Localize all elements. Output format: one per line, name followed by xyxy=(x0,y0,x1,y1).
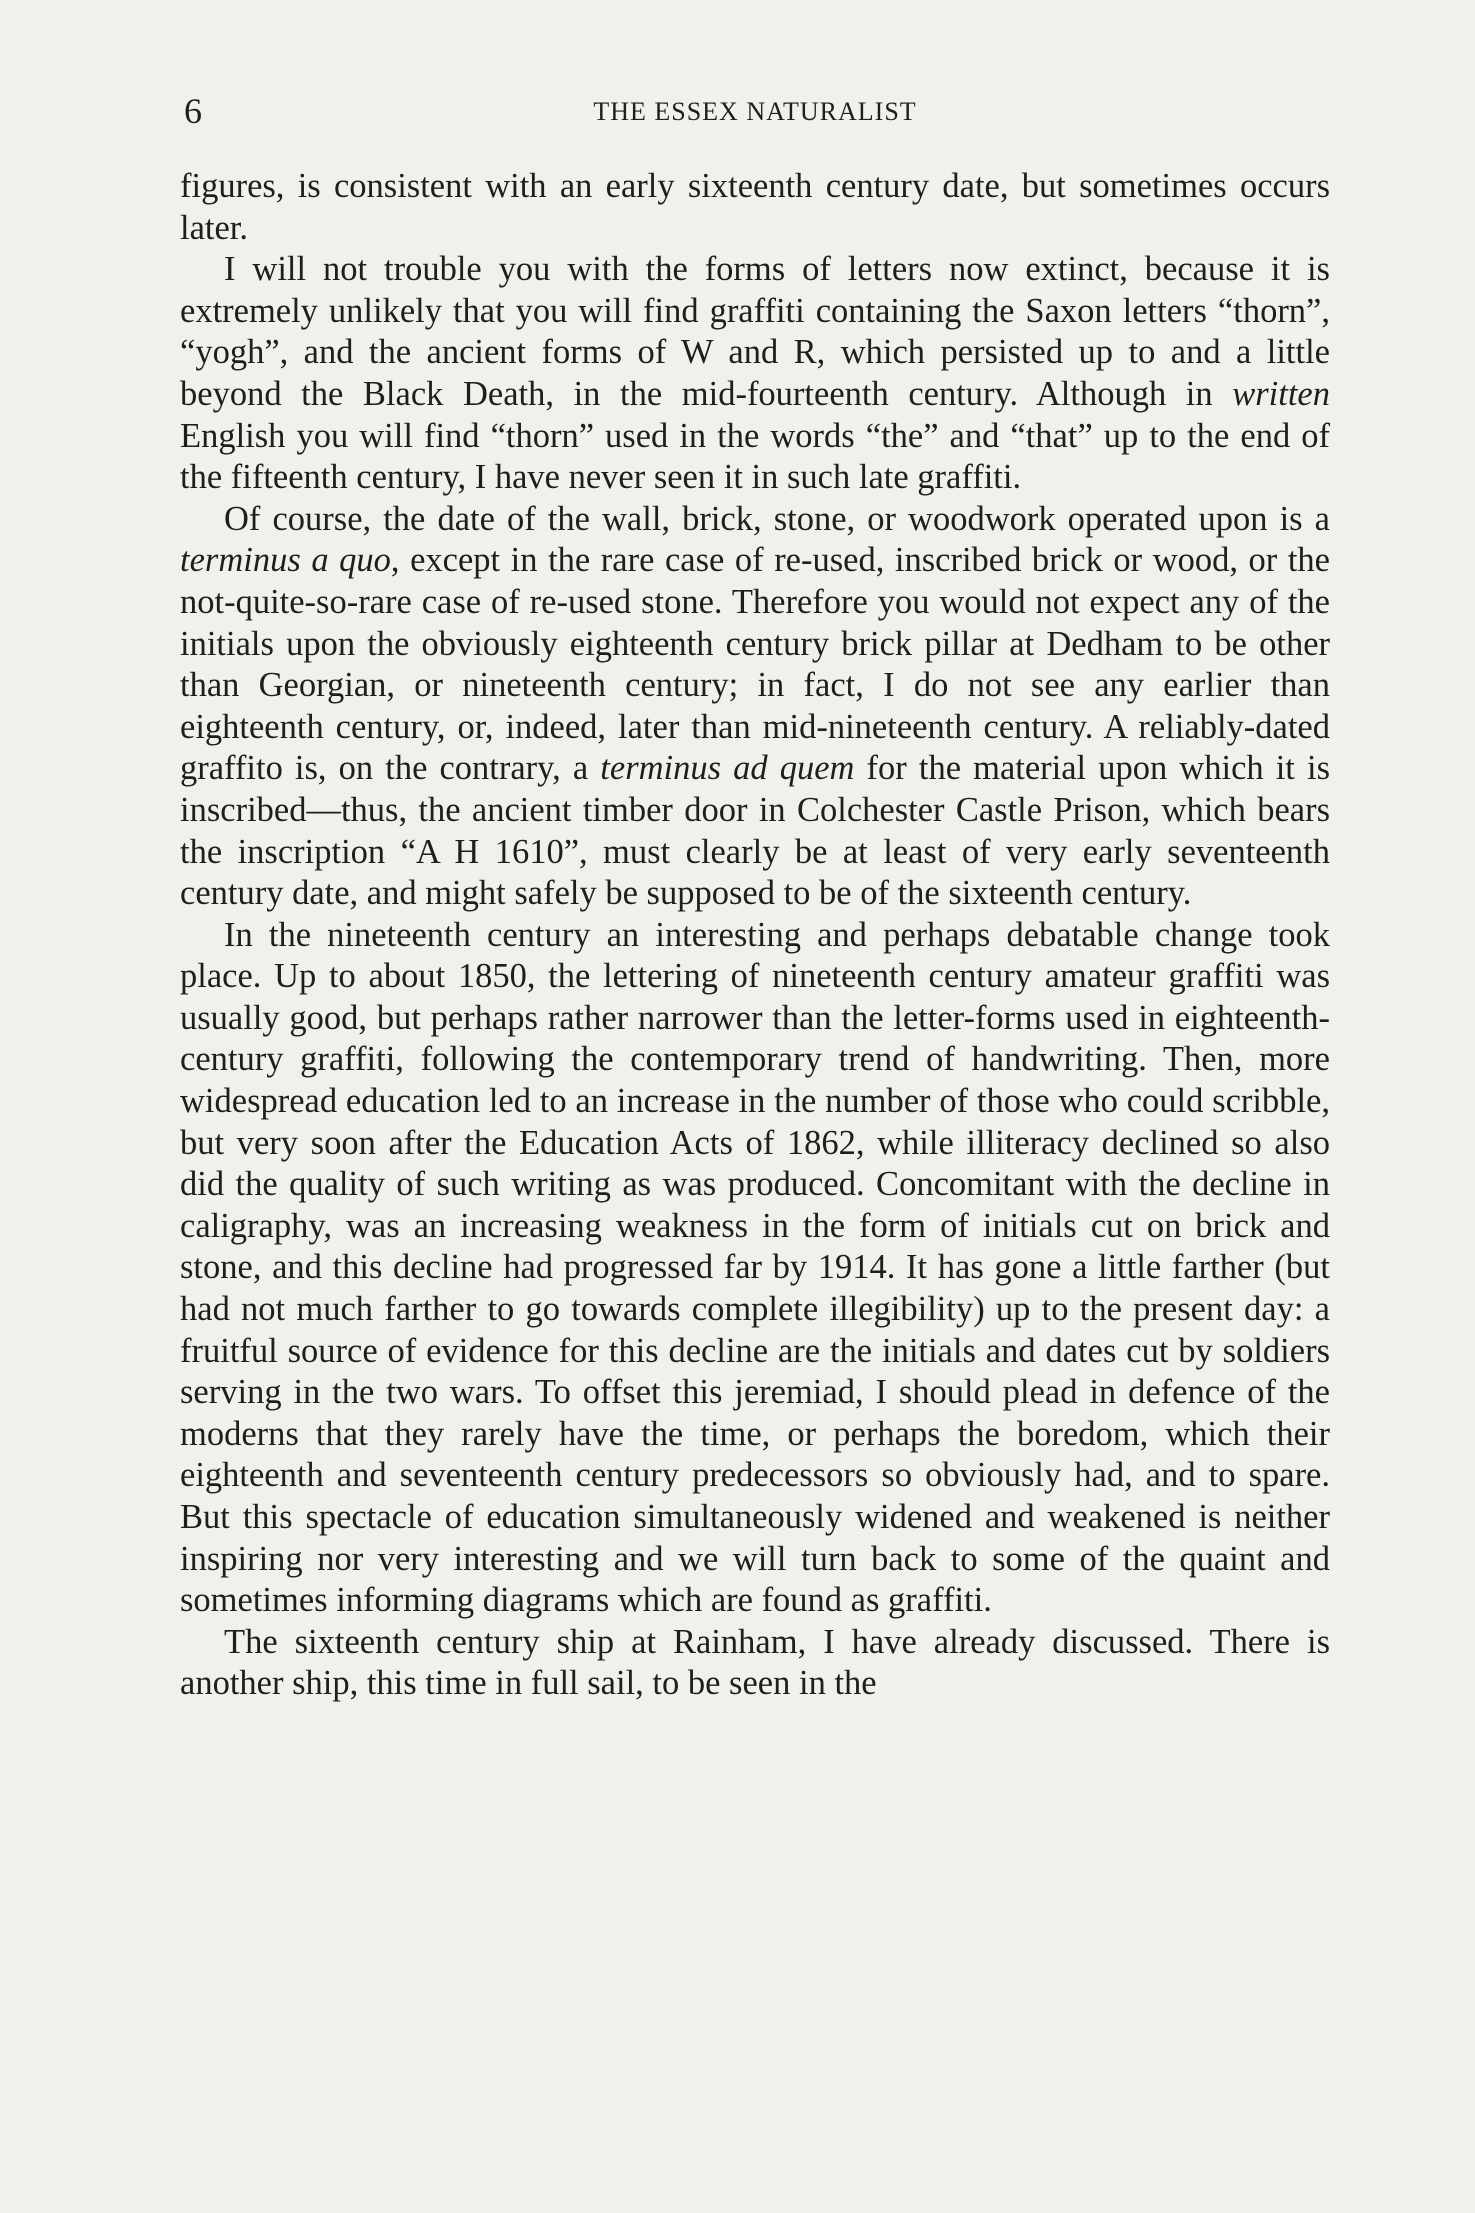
body-paragraph xyxy=(180,1622,1330,1705)
text-run: , except in the rare case of re-used, inscribed brick or wood, or the not-quite-so-rare case of re-used stone. Therefore you would not expect any of the initials upon the obviously eighteenth century brick pillar at Dedham to be other than Georgian, or nineteenth century; in fact, I do not see any earlier than eighteenth century, or, indeed, later than mid-nineteenth century. A reliably-dated graffito is, on the contrary, a xyxy=(180,541,1330,788)
text-run: figures, is consistent with an early sixteenth century date, but sometimes occurs later. xyxy=(180,167,1330,247)
text-run: I will not trouble you with the forms of letters now extinct, because it is extremely unlikely that you will find graffiti containing the Saxon letters “thorn”, “yogh”, and the ancient forms of W and R, which persisted up to and a little beyond the Black Death, in the mid-fourteenth century. Although in xyxy=(180,250,1330,413)
page-header xyxy=(180,88,1330,134)
text-run: English you will find “thorn” used in the words “the” and “that” up to the end of the fifteenth century, I have never seen it in such late graffiti. xyxy=(180,416,1330,497)
body-paragraph xyxy=(180,499,1330,915)
running-head: THE ESSEX NATURALIST xyxy=(593,97,917,126)
italic-phrase: terminus a quo xyxy=(180,541,391,580)
page-number: 6 xyxy=(184,91,202,131)
italic-phrase: terminus ad quem xyxy=(600,749,855,788)
text-run: The sixteenth century ship at Rainham, I have already discussed. There is another ship, this time in full sail, to be seen in the xyxy=(180,1622,1330,1703)
text-run: In the nineteenth century an interesting and perhaps debatable change took place. Up to about 1850, the lettering of nineteenth century amateur graffiti was usually good, but perhaps rather narrower than the letter-forms used in eighteenth-century graffiti, following the contemporary trend of handwriting. Then, more widespread education led to an increase in the number of those who could scribble, but very soon after the Education Acts of 1862, while illiteracy declined so also did the quality of such writing as was produced. Concomitant with the decline in caligraphy, was an increasing weakness in the form of initials cut on brick and stone, and this decline had progressed far by 1914. It has gone a little farther (but had not much farther to go towards complete illegibility) up to the present day: a fruitful source of evidence for this decline are the initials and dates cut by soldiers serving in the two wars. To offset this jeremiad, I should plead in defence of the moderns that they rarely have the time, or perhaps the boredom, which their eighteenth and seventeenth century predecessors so obviously had, and to spare. But this spectacle of education simultaneously widened and weakened is neither inspiring nor very interesting and we will turn back to some of the quaint and sometimes informing diagrams which are found as graffiti. xyxy=(180,915,1330,1620)
body-paragraph xyxy=(180,915,1330,1622)
italic-phrase: written xyxy=(1232,374,1330,413)
body-text xyxy=(180,166,1330,1705)
body-paragraph xyxy=(180,166,1330,249)
body-paragraph xyxy=(180,249,1330,499)
text-run: for the material upon which it is inscribed—thus, the ancient timber door in Colchester Castle Prison, which bears the inscription “A H 1610”, must clearly be at least of very early seventeenth century date, and might safely be supposed to be of the sixteenth century. xyxy=(180,749,1330,913)
text-run: Of course, the date of the wall, brick, stone, or woodwork operated upon is a xyxy=(224,499,1330,538)
